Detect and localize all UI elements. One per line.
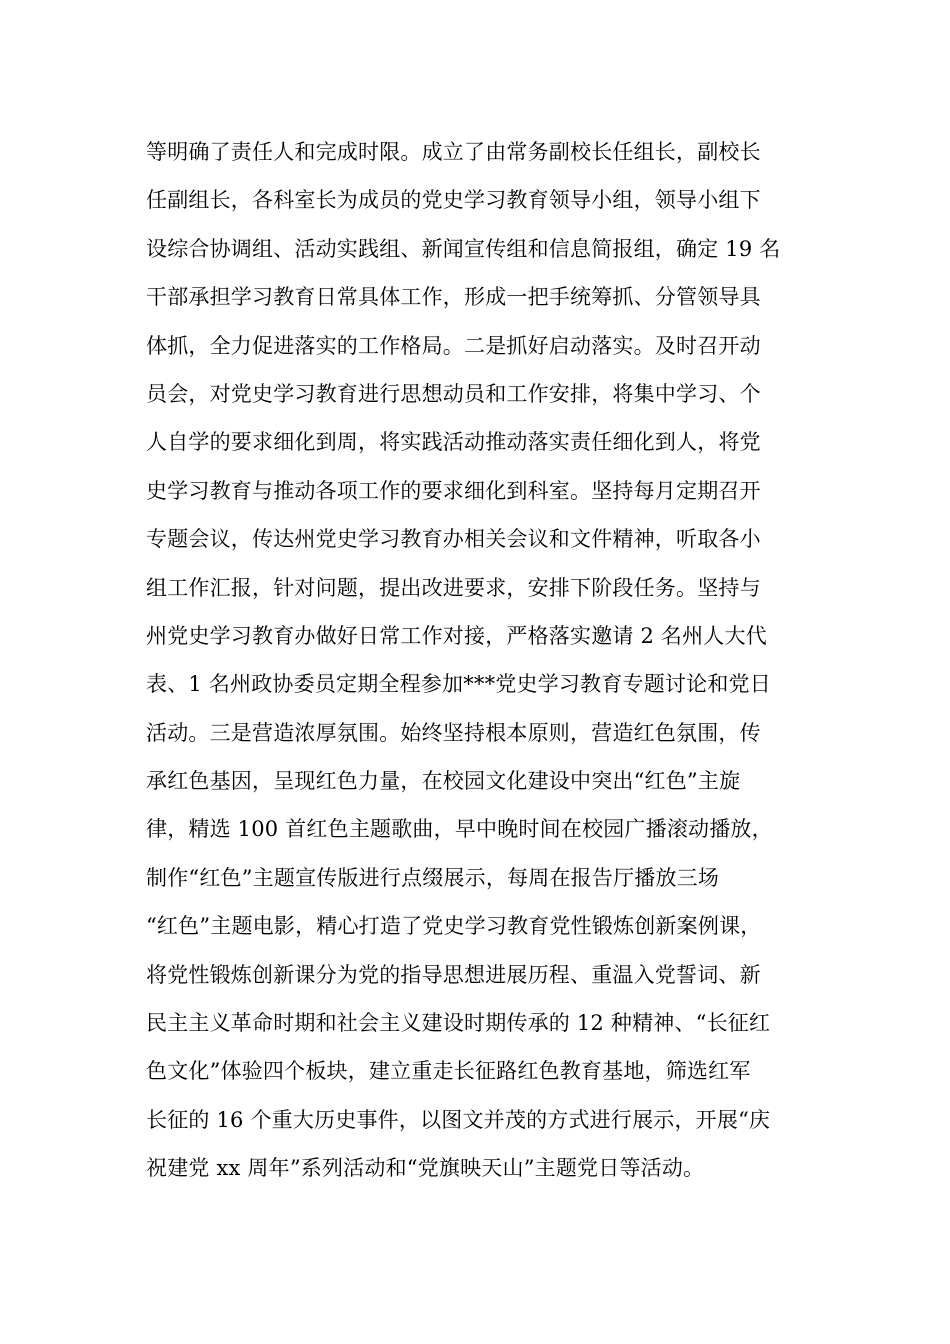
text-line: 民主主义革命时期和社会主义建设时期传承的 12 种精神、“长征红 bbox=[146, 1011, 771, 1036]
text-line: “红色”主题电影，精心打造了党史学习教育党性锻炼创新案例课， bbox=[146, 914, 762, 939]
text-line: 等明确了责任人和完成时限。成立了由常务副校长任组长，副校长 bbox=[146, 140, 761, 164]
text-line: 将党性锻炼创新课分为党的指导思想进展历程、重温入党誓词、新 bbox=[146, 962, 761, 987]
text-line: 设综合协调组、活动实践组、新闻宣传组和信息简报组，确定 19 名 bbox=[146, 236, 781, 261]
text-line: 干部承担学习教育日常具体工作，形成一把手统筹抓、分管领导具 bbox=[146, 285, 761, 310]
text-line: 人自学的要求细化到周，将实践活动推动落实责任细化到人，将党 bbox=[146, 430, 761, 455]
text-line: 任副组长，各科室长为成员的党史学习教育领导小组，领导小组下 bbox=[146, 188, 761, 213]
text-line: 色文化”体验四个板块，建立重走长征路红色教育基地，筛选红军 bbox=[146, 1059, 751, 1084]
body-paragraph bbox=[146, 128, 836, 1193]
text-line: 史学习教育与推动各项工作的要求细化到科室。坚持每月定期召开 bbox=[146, 478, 761, 503]
text-line: 制作“红色”主题宣传版进行点缀展示，每周在报告厅播放三场 bbox=[146, 865, 720, 890]
text-line: 州党史学习教育办做好日常工作对接，严格落实邀请 2 名州人大代 bbox=[146, 623, 767, 648]
text-line: 律，精选 100 首红色主题歌曲，早中晚时间在校园广播滚动播放， bbox=[146, 817, 773, 842]
text-line: 员会，对党史学习教育进行思想动员和工作安排，将集中学习、个 bbox=[146, 381, 761, 406]
text-line: 体抓，全力促进落实的工作格局。二是抓好启动落实。及时召开动 bbox=[146, 333, 761, 358]
text-line: 表、1 名州政协委员定期全程参加***党史学习教育专题讨论和党日 bbox=[146, 672, 771, 697]
text-line: 组工作汇报，针对问题，提出改进要求，安排下阶段任务。坚持与 bbox=[146, 575, 761, 600]
text-line: 长征的 16 个重大历史事件，以图文并茂的方式进行展示，开展“庆 bbox=[146, 1107, 771, 1132]
text-line: 专题会议，传达州党史学习教育办相关会议和文件精神，听取各小 bbox=[146, 527, 761, 552]
text-line: 承红色基因，呈现红色力量，在校园文化建设中突出“红色”主旋 bbox=[146, 769, 741, 794]
text-line: 祝建党 xx 周年”系列活动和“党旗映天山”主题党日等活动。 bbox=[146, 1156, 705, 1181]
text-line: 活动。三是营造浓厚氛围。始终坚持根本原则，营造红色氛围，传 bbox=[146, 720, 761, 745]
